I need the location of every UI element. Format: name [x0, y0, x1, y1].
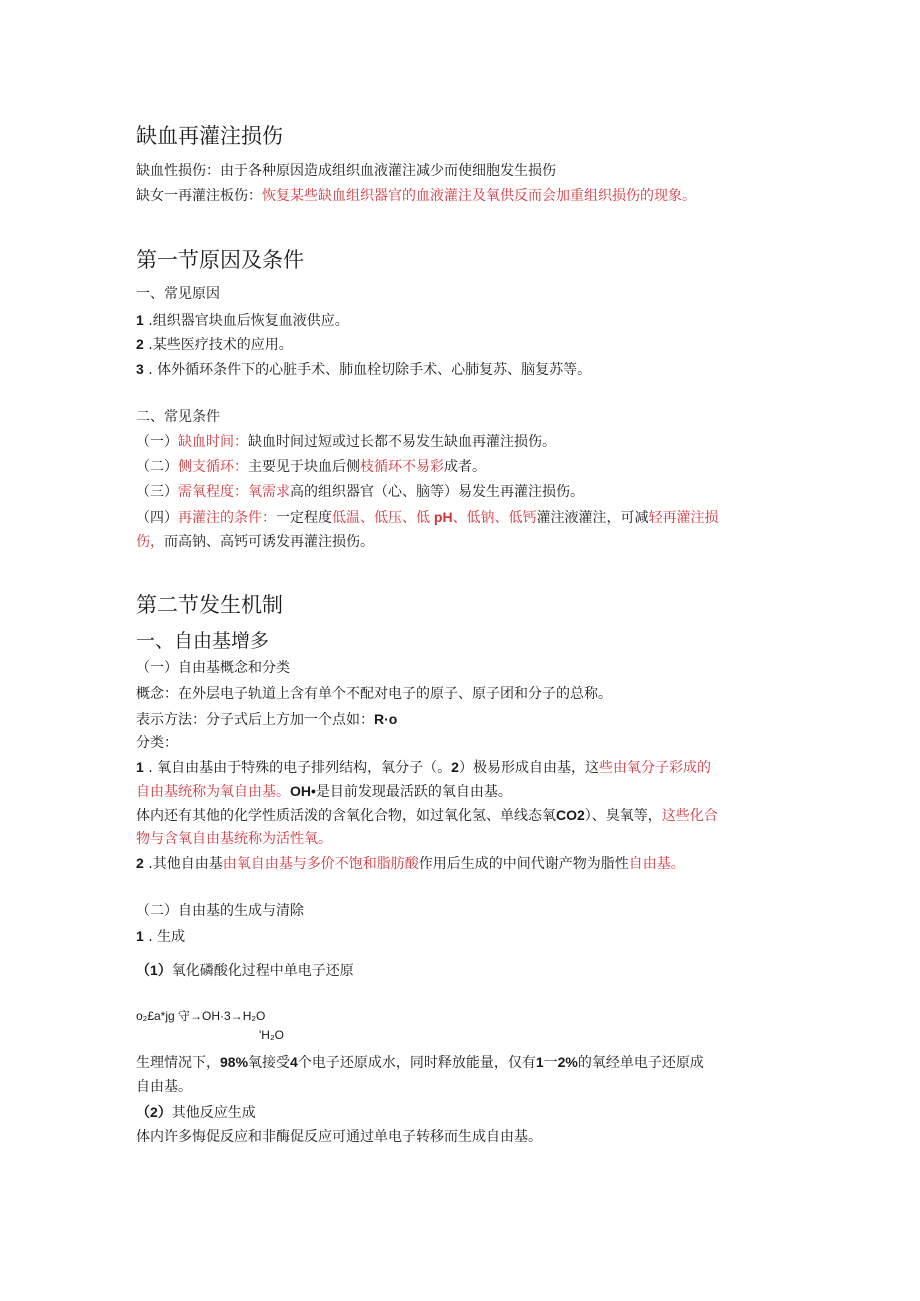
condition-text: 成者。 [444, 459, 486, 475]
definition-reperfusion-injury [136, 186, 696, 206]
item-bold: CO2 [556, 807, 585, 823]
reduction-equation-product: 'H₂O [259, 1028, 284, 1042]
generation-sub-2 [136, 1102, 256, 1123]
subsection-heading: （一）自由基概念和分类 [136, 660, 290, 676]
condition-text: 而高钠、高钙可诱发再灌注损伤。 [164, 534, 374, 550]
item-bold: 2 [451, 759, 459, 775]
notation-label: 表示方法：分子式后上方加一个点如： [136, 712, 374, 728]
item-text: 作用后生成的中间代谢产物为脂性 [418, 856, 629, 872]
definition-text: 恢复某些缺血组织器官的血液灌注及氧供反而会加重组织损伤的现象。 [262, 188, 696, 204]
condition-text: 一定程度 [276, 510, 332, 526]
condition-highlight: 氧需求 [248, 484, 290, 500]
condition-prefix: （一） [136, 434, 178, 450]
cause-text: .某些医疗技术的应用。 [143, 337, 293, 353]
condition-ph: pH [430, 509, 453, 525]
physiology-text-cont: 自由基。 [136, 1079, 192, 1095]
cause-item [136, 310, 349, 331]
cause-text: .组织器官块血后恢复血液供应。 [143, 313, 349, 329]
causes-heading: 一、常见原因 [136, 286, 220, 302]
condition-highlight: 、低钠、低钙 [452, 510, 537, 526]
cause-number: 2 [136, 336, 144, 352]
item-text: 是目前发现最活跃的氧自由基。 [315, 784, 512, 800]
condition-highlight: 枝循环不易彩 [360, 459, 444, 475]
page-title: 缺血再灌注损伤 [136, 124, 283, 148]
cause-item [136, 334, 293, 355]
item-text: 体内还有其他的化学性质活泼的含氧化合物，如过氧化氢、单线态氧 [136, 808, 556, 824]
item-highlight: 自由基。 [628, 856, 685, 872]
item-number: （1） [136, 962, 172, 978]
value-98pct: 98% [220, 1054, 249, 1070]
classify-item-1 [136, 757, 711, 778]
value-1: 1 [535, 1054, 544, 1070]
generation-heading [136, 926, 185, 947]
condition-item-2 [136, 457, 486, 477]
condition-item-4-cont [136, 532, 374, 552]
item-text: 氧化磷酸化过程中单电子还原 [171, 963, 354, 979]
condition-item-3 [136, 482, 584, 502]
condition-text: 主要见于块血后侧 [248, 459, 360, 475]
definition-label: 缺女一再灌注板伤： [136, 188, 262, 204]
item-highlight: 自由基统称为氧自由基。 [136, 784, 290, 800]
condition-text: 灌注液灌注，可减 [536, 510, 649, 526]
notation-symbol: R·o [374, 711, 398, 727]
item-number: 2 [136, 855, 144, 871]
reduction-equation: o₂£a*jg 守→OH·3→H₂O [136, 1009, 266, 1023]
condition-item-4 [136, 507, 719, 528]
item-highlight: 由氧自由基与多价不饱和脂肪酸 [222, 856, 419, 872]
cause-item [136, 359, 591, 380]
cause-number: 3 [136, 361, 144, 377]
condition-highlight: 伤， [136, 534, 164, 550]
condition-label: 缺血时间： [178, 434, 248, 450]
item-text: . 生成 [143, 929, 186, 945]
cause-number: 1 [136, 312, 144, 328]
condition-prefix: （二） [136, 459, 178, 475]
concept-text: 概念：在外层电子轨道上含有单个不配对电子的原子、原子团和分子的总称。 [136, 686, 612, 702]
condition-label: 需氧程度： [178, 484, 248, 500]
item-highlight: 物与含氧自由基统称为活性氧。 [136, 831, 332, 847]
text-run: 一 [543, 1055, 558, 1071]
text-run: 氧接受 [248, 1055, 291, 1071]
item-text: 其他反应生成 [171, 1105, 256, 1121]
generation-sub-2-body: 体内许多悔促反应和非酶促反应可通过单电子转移而生成自由基。 [136, 1129, 542, 1145]
classify-item-2 [136, 853, 685, 874]
condition-highlight: 轻再灌注损 [648, 510, 719, 526]
notation-text [136, 709, 397, 730]
item-text: ）、臭氧等， [584, 808, 662, 824]
text-run: 的氧经单电子还原成 [577, 1055, 704, 1071]
text-run: 个电子还原成水，同时释放能量，仅有 [297, 1055, 536, 1071]
section2-subtitle: 一、自由基增多 [136, 630, 270, 652]
definition-ischemic-injury: 缺血性损伤：由于各种原因造成组织血液灌注减少而使细胞发生损伤 [136, 163, 556, 179]
condition-label: 侧支循环： [178, 459, 248, 475]
item-highlight: 这些化合 [661, 808, 718, 824]
text-run: 生理情况下， [136, 1055, 220, 1071]
classify-label: 分类： [136, 735, 178, 751]
section2-title: 第二节发生机制 [136, 593, 283, 617]
condition-item-1 [136, 432, 556, 452]
conditions-heading: 二、常见条件 [136, 409, 220, 425]
item-number: （2） [136, 1104, 172, 1120]
cause-text: . 体外循环条件下的心脏手术、肺血栓切除手术、心肺复苏、脑复苏等。 [143, 362, 592, 378]
item-highlight: 些由氧分子彩成的 [598, 760, 711, 776]
generation-sub-1 [136, 960, 354, 981]
item-text: .其他自由基 [143, 856, 223, 872]
classify-item-1-extra [136, 805, 718, 826]
item-text: ）极易形成自由基，这 [458, 760, 599, 776]
classify-item-1-cont [136, 781, 512, 802]
item-bold: OH• [290, 783, 316, 799]
condition-highlight: 低温、低压、低 [332, 510, 430, 526]
item-number: 1 [136, 928, 144, 944]
physiology-text [136, 1052, 704, 1073]
condition-text: 缺血时间过短或过长都不易发生缺血再灌注损伤。 [248, 434, 556, 450]
subsection-heading: （二）自由基的生成与清除 [136, 903, 304, 919]
value-4: 4 [290, 1054, 298, 1070]
item-text: . 氧自由基由于特殊的电子排列结构，氧分子（。 [143, 760, 452, 776]
classify-item-1-extra-cont [136, 829, 332, 849]
section1-title: 第一节原因及条件 [136, 248, 304, 272]
condition-prefix: （三） [136, 484, 178, 500]
condition-prefix: （四） [136, 510, 178, 526]
condition-label: 再灌注的条件： [178, 510, 276, 526]
value-2pct: 2% [557, 1054, 578, 1070]
condition-text: 高的组织器官（心、脑等）易发生再灌注损伤。 [290, 484, 584, 500]
item-number: 1 [136, 759, 144, 775]
